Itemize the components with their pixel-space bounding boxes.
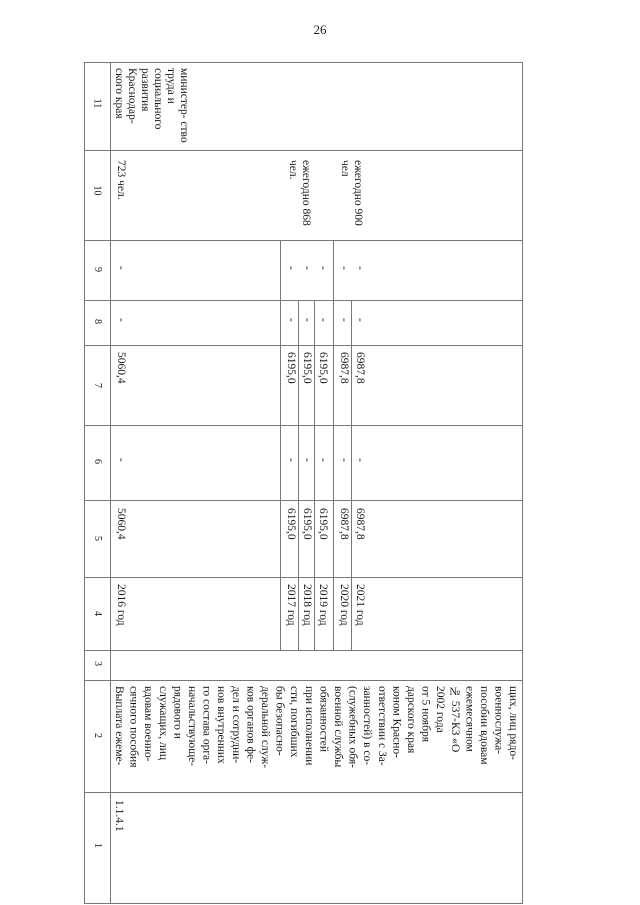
description-line: занностей) в со- <box>361 686 374 766</box>
total-2020: 6987,8 <box>338 508 350 540</box>
year-2020: 2020 год <box>338 584 350 626</box>
c6-2020: - <box>338 458 350 462</box>
col-number-1: 1 <box>91 843 103 848</box>
col-number-10: 10 <box>91 185 103 196</box>
description-line: военной службы <box>332 686 344 768</box>
subrow-divider <box>280 240 281 650</box>
year-2016: 2016 год <box>115 584 127 626</box>
result-2020-2021: ежегодно 900 чел <box>339 160 364 226</box>
c6-2018: - <box>301 458 313 462</box>
table-border-right <box>522 62 523 904</box>
description-line: сти, погибших <box>288 686 301 758</box>
col-divider-11-10 <box>84 150 522 151</box>
col-number-2: 2 <box>91 733 103 738</box>
description-line: коном Красно- <box>390 686 403 758</box>
col-divider-2-1 <box>84 792 522 793</box>
description-line: ков органов фе- <box>244 686 257 763</box>
responsible-body: министер- ство труда и социального развития Краснодар- ского края <box>113 68 190 143</box>
description-line: (служебных обя- <box>346 686 359 768</box>
description-line: дел и сотрудни- <box>229 686 242 764</box>
description-line: го состава орга- <box>200 686 213 764</box>
subrow-divider <box>314 300 315 650</box>
result-2017-2019: ежегодно 868 чел. <box>287 160 312 226</box>
c8-2019: - <box>317 318 329 322</box>
c7-2020: 6987,8 <box>338 352 350 384</box>
c7-2018: 6195,0 <box>301 352 313 384</box>
table-border <box>110 62 111 904</box>
page-number: 26 <box>313 22 327 37</box>
total-2016: 5060,4 <box>115 508 127 540</box>
description-line: Выплата ежеме- <box>113 686 125 766</box>
c10-2016: 723 чел. <box>115 160 127 200</box>
row-code: 1.1.4.1 <box>113 800 125 832</box>
year-2019: 2019 год <box>317 584 329 626</box>
description-line: деральной служ- <box>259 686 271 769</box>
col-number-8: 8 <box>91 319 103 324</box>
description-line: вдовам военно- <box>142 686 155 762</box>
c9-2016: - <box>115 266 127 270</box>
col-divider-9-8 <box>84 300 522 301</box>
description-line: военнослужа- <box>492 686 505 755</box>
year-2021: 2021 год <box>354 584 366 626</box>
description-line: дарского края <box>405 686 417 754</box>
c9-2019: - <box>317 266 329 270</box>
col-divider-10-9 <box>84 240 522 241</box>
c9-2017: - <box>285 266 297 270</box>
table-border-top <box>84 62 522 63</box>
col-divider-8-7 <box>84 345 522 346</box>
c9-2020: - <box>338 266 350 270</box>
c9-2021: - <box>354 266 366 270</box>
subrow-divider <box>298 300 299 650</box>
c7-2017: 6195,0 <box>285 352 297 384</box>
description-line: обязанностей <box>317 686 330 752</box>
c7-2019: 6195,0 <box>317 352 329 384</box>
col-divider-5-4 <box>84 577 522 578</box>
c7-2021: 6987,8 <box>354 352 366 384</box>
description-line: бы безопасно- <box>273 686 286 756</box>
year-2017: 2017 год <box>285 584 297 626</box>
subrow-divider <box>351 300 352 650</box>
total-2019: 6195,0 <box>317 508 329 540</box>
description-line: сячного пособия <box>127 686 140 768</box>
description-line: нов внутренних <box>215 686 228 764</box>
col-number-11: 11 <box>91 98 103 109</box>
year-2018: 2018 год <box>301 584 313 626</box>
c6-2021: - <box>354 458 366 462</box>
description-line: № 537-КЗ «О <box>448 686 461 753</box>
c8-2017: - <box>285 318 297 322</box>
col-divider-4-3 <box>84 650 522 651</box>
description-line: 2002 года <box>434 686 447 733</box>
col-divider-3-2 <box>84 680 522 681</box>
description-line: пособии вдовам <box>478 686 490 765</box>
total-2018: 6195,0 <box>301 508 313 540</box>
c8-2021: - <box>354 318 366 322</box>
c8-2018: - <box>301 318 313 322</box>
total-2017: 6195,0 <box>285 508 297 540</box>
description-line: служащих, лиц <box>156 686 169 761</box>
description-line: ежемесячном <box>463 686 476 752</box>
description-line: щих, лиц рядо- <box>507 686 520 760</box>
col-number-4: 4 <box>91 611 103 616</box>
subrow-divider <box>333 240 334 650</box>
c9-2018: - <box>301 266 313 270</box>
description-line: ответствии с За- <box>375 686 388 766</box>
table-border-bottom <box>84 903 522 904</box>
c6-2019: - <box>317 458 329 462</box>
col-number-3: 3 <box>91 661 103 666</box>
description-line: начальствующе- <box>186 686 198 767</box>
col-number-7: 7 <box>91 383 103 388</box>
c6-2017: - <box>285 458 297 462</box>
total-2021: 6987,8 <box>354 508 366 540</box>
col-number-9: 9 <box>91 267 103 272</box>
col-number-6: 6 <box>91 459 103 464</box>
c8-2020: - <box>338 318 350 322</box>
c6-2016: - <box>115 458 127 462</box>
c7-2016: 5060,4 <box>115 352 127 384</box>
col-divider-6-5 <box>84 500 522 501</box>
c8-2016: - <box>115 318 127 322</box>
col-number-5: 5 <box>91 536 103 541</box>
description-line: от 5 ноября <box>419 686 432 742</box>
col-divider-7-6 <box>84 425 522 426</box>
description-line: рядового и <box>171 686 184 739</box>
description-line: при исполнении <box>302 686 315 766</box>
